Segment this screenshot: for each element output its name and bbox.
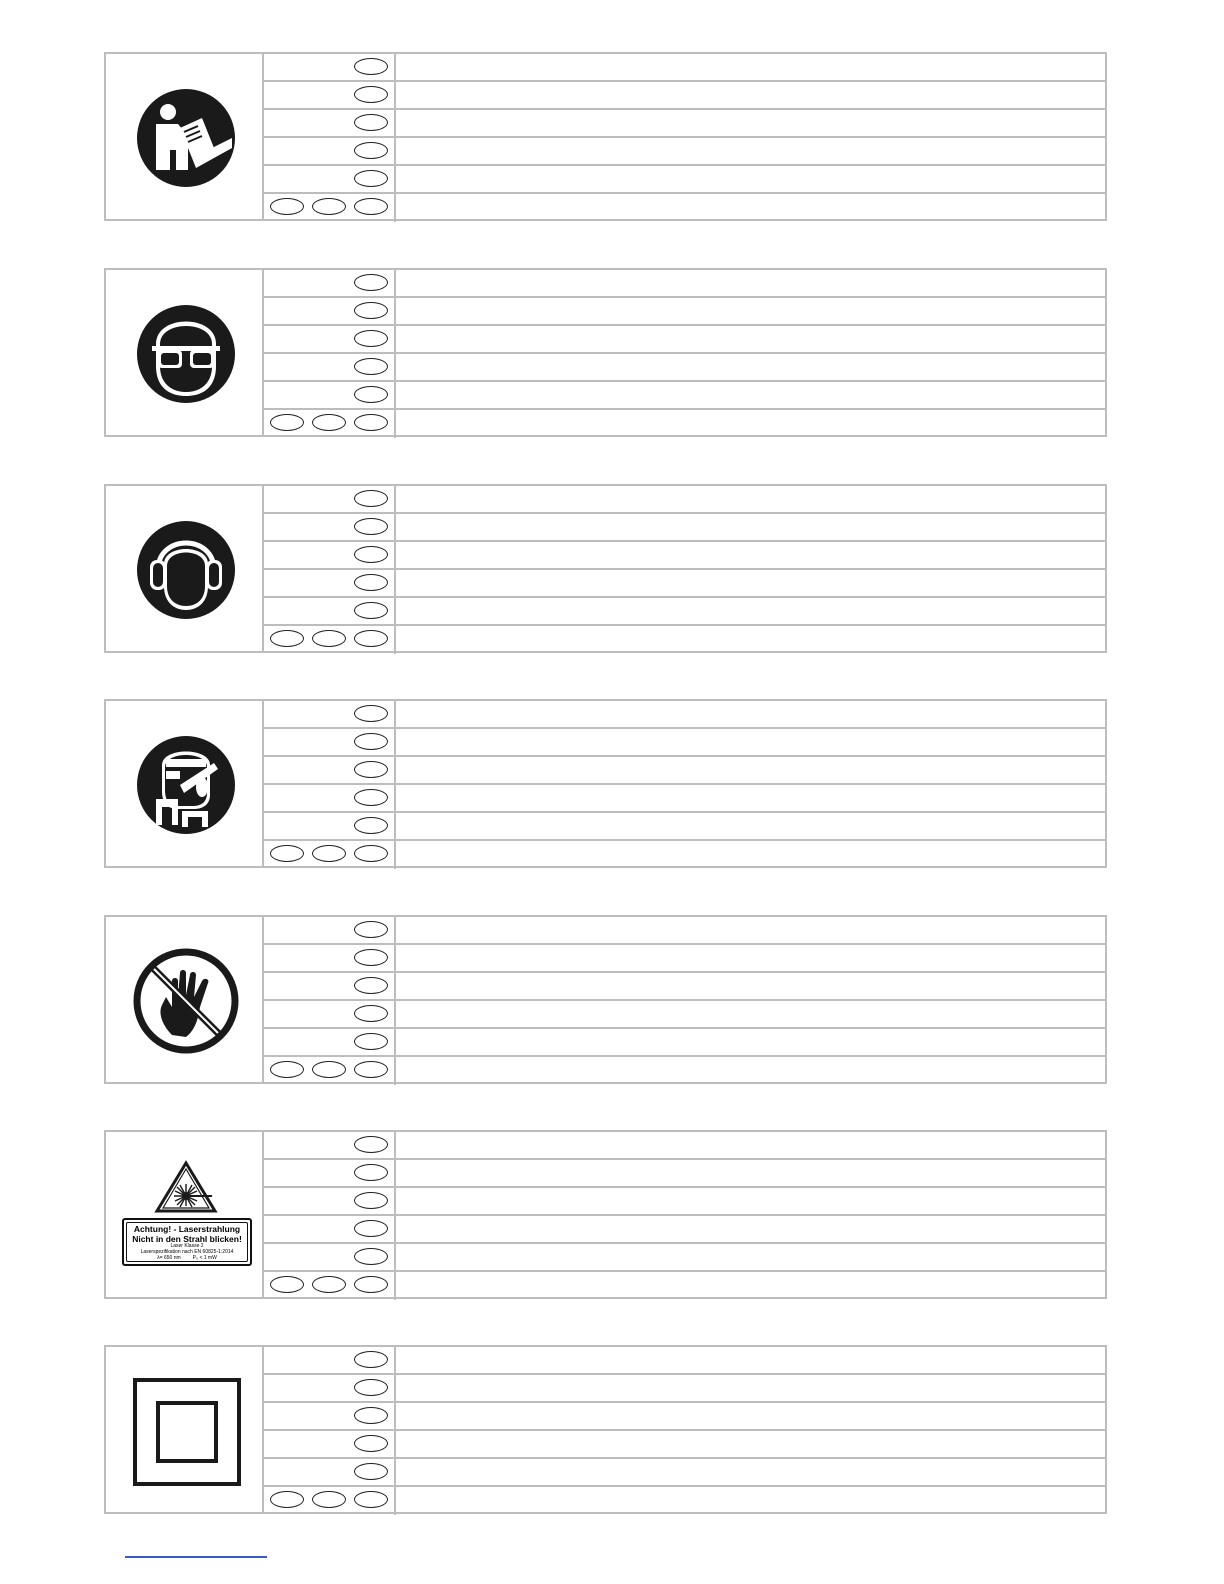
- language-code-oval: [354, 198, 388, 215]
- language-code-oval: [354, 977, 388, 994]
- language-codes: [264, 598, 396, 624]
- symbol-rows: [264, 701, 1105, 866]
- language-codes: [264, 354, 396, 380]
- laser-label-line1: Achtung! - Laserstrahlung: [133, 1224, 241, 1234]
- language-code-oval: [354, 114, 388, 131]
- eye-protection-icon: [136, 304, 236, 404]
- language-code-oval: [354, 1192, 388, 1209]
- symbol-block-dust-mask: [104, 699, 1107, 868]
- read-manual-icon: [136, 88, 236, 188]
- table-row: [264, 270, 1105, 298]
- symbol-rows: [264, 1347, 1105, 1512]
- table-row: [264, 1431, 1105, 1459]
- language-code-oval: [354, 817, 388, 834]
- language-codes: [264, 1244, 396, 1270]
- table-row: [264, 194, 1105, 222]
- language-code-oval: [354, 1435, 388, 1452]
- table-row: [264, 1216, 1105, 1244]
- language-code-oval: [354, 845, 388, 862]
- language-codes: [264, 1487, 396, 1515]
- symbol-block-ear-protection: [104, 484, 1107, 653]
- symbol-cell: [106, 1132, 264, 1297]
- language-code-oval: [312, 198, 346, 215]
- language-code-oval: [354, 518, 388, 535]
- table-row: [264, 1188, 1105, 1216]
- language-code-oval: [354, 274, 388, 291]
- language-code-oval: [354, 1220, 388, 1237]
- table-row: [264, 598, 1105, 626]
- table-row: [264, 514, 1105, 542]
- language-codes: [264, 54, 396, 80]
- laser-label-line3: Laser Klasse 2: [170, 1243, 204, 1249]
- language-code-oval: [312, 1491, 346, 1508]
- language-code-oval: [354, 1351, 388, 1368]
- symbol-cell: [106, 701, 264, 866]
- language-codes: [264, 973, 396, 999]
- symbol-rows: [264, 54, 1105, 219]
- laser-label-line4: Laserspezifikation nach EN 60825-1:2014: [140, 1249, 234, 1255]
- symbol-block-protection-class-ii: [104, 1345, 1107, 1514]
- table-row: [264, 138, 1105, 166]
- symbol-cell: [106, 486, 264, 651]
- table-row: [264, 1057, 1105, 1085]
- language-code-oval: [354, 1136, 388, 1153]
- laser-warning-label: [122, 1218, 252, 1266]
- language-code-oval: [354, 1248, 388, 1265]
- language-codes: [264, 1375, 396, 1401]
- language-codes: [264, 917, 396, 943]
- table-row: [264, 785, 1105, 813]
- table-row: [264, 1029, 1105, 1057]
- symbol-block-read-manual: [104, 52, 1107, 221]
- language-code-oval: [270, 845, 304, 862]
- language-code-oval: [354, 414, 388, 431]
- language-codes: [264, 326, 396, 352]
- language-code-oval: [354, 142, 388, 159]
- language-code-oval: [354, 1491, 388, 1508]
- language-code-oval: [354, 1379, 388, 1396]
- table-row: [264, 701, 1105, 729]
- language-code-oval: [354, 546, 388, 563]
- language-codes: [264, 166, 396, 192]
- table-row: [264, 542, 1105, 570]
- language-code-oval: [354, 1276, 388, 1293]
- language-code-oval: [354, 789, 388, 806]
- table-row: [264, 82, 1105, 110]
- table-row: [264, 166, 1105, 194]
- language-code-oval: [354, 949, 388, 966]
- table-row: [264, 1272, 1105, 1300]
- language-codes: [264, 1160, 396, 1186]
- language-code-oval: [312, 630, 346, 647]
- table-row: [264, 486, 1105, 514]
- language-codes: [264, 194, 396, 222]
- language-code-oval: [354, 761, 388, 778]
- laser-label-power: P₀ < 1 mW: [192, 1255, 217, 1261]
- language-codes: [264, 486, 396, 512]
- table-row: [264, 1160, 1105, 1188]
- language-code-oval: [270, 1061, 304, 1078]
- language-code-oval: [354, 358, 388, 375]
- language-codes: [264, 1001, 396, 1027]
- symbol-cell: [106, 54, 264, 219]
- language-code-oval: [354, 733, 388, 750]
- language-codes: [264, 82, 396, 108]
- symbol-block-no-touch: [104, 915, 1107, 1084]
- language-code-oval: [270, 630, 304, 647]
- language-codes: [264, 945, 396, 971]
- language-codes: [264, 410, 396, 438]
- laser-label-wavelength: λ= 650 nm: [157, 1255, 181, 1261]
- language-codes: [264, 1057, 396, 1085]
- language-codes: [264, 1431, 396, 1457]
- language-codes: [264, 514, 396, 540]
- laser-warning-label-inner: [126, 1222, 248, 1262]
- table-row: [264, 570, 1105, 598]
- laser-label-line2: Nicht in den Strahl blicken!: [132, 1233, 242, 1244]
- language-code-oval: [354, 1463, 388, 1480]
- table-row: [264, 382, 1105, 410]
- symbol-block-eye-protection: [104, 268, 1107, 437]
- ear-protection-icon: [136, 520, 236, 620]
- language-code-oval: [354, 1061, 388, 1078]
- table-row: [264, 54, 1105, 82]
- table-row: [264, 1347, 1105, 1375]
- language-code-oval: [270, 1276, 304, 1293]
- table-row: [264, 1459, 1105, 1487]
- table-row: [264, 1132, 1105, 1160]
- language-code-oval: [354, 386, 388, 403]
- table-row: [264, 298, 1105, 326]
- table-row: [264, 917, 1105, 945]
- footer-link-underline[interactable]: [125, 1556, 267, 1558]
- language-codes: [264, 785, 396, 811]
- table-row: [264, 813, 1105, 841]
- symbol-cell: [106, 270, 264, 435]
- language-code-oval: [354, 705, 388, 722]
- language-codes: [264, 570, 396, 596]
- table-row: [264, 326, 1105, 354]
- symbol-cell: [106, 1347, 264, 1512]
- symbol-rows: [264, 917, 1105, 1082]
- language-code-oval: [354, 574, 388, 591]
- language-codes: [264, 1132, 396, 1158]
- table-row: [264, 626, 1105, 654]
- language-codes: [264, 1347, 396, 1373]
- language-codes: [264, 841, 396, 869]
- language-code-oval: [354, 1005, 388, 1022]
- language-codes: [264, 110, 396, 136]
- table-row: [264, 973, 1105, 1001]
- language-codes: [264, 298, 396, 324]
- language-codes: [264, 1216, 396, 1242]
- language-codes: [264, 729, 396, 755]
- table-row: [264, 1403, 1105, 1431]
- laser-label-line5: [127, 1256, 247, 1261]
- language-codes: [264, 270, 396, 296]
- language-code-oval: [354, 630, 388, 647]
- language-code-oval: [312, 1276, 346, 1293]
- language-code-oval: [354, 86, 388, 103]
- language-code-oval: [354, 921, 388, 938]
- table-row: [264, 410, 1105, 438]
- language-codes: [264, 382, 396, 408]
- language-code-oval: [354, 1407, 388, 1424]
- language-codes: [264, 1403, 396, 1429]
- language-codes: [264, 626, 396, 654]
- table-row: [264, 729, 1105, 757]
- table-row: [264, 841, 1105, 869]
- language-codes: [264, 1459, 396, 1485]
- language-code-oval: [270, 1491, 304, 1508]
- table-row: [264, 354, 1105, 382]
- language-code-oval: [354, 602, 388, 619]
- table-row: [264, 1001, 1105, 1029]
- symbol-cell: [106, 917, 264, 1082]
- language-codes: [264, 701, 396, 727]
- symbol-rows: [264, 486, 1105, 651]
- table-row: [264, 945, 1105, 973]
- language-codes: [264, 1029, 396, 1055]
- table-row: [264, 1375, 1105, 1403]
- language-codes: [264, 138, 396, 164]
- language-code-oval: [312, 1061, 346, 1078]
- language-codes: [264, 1188, 396, 1214]
- language-code-oval: [354, 58, 388, 75]
- language-codes: [264, 757, 396, 783]
- table-row: [264, 1487, 1105, 1515]
- table-row: [264, 110, 1105, 138]
- language-codes: [264, 542, 396, 568]
- language-code-oval: [354, 490, 388, 507]
- laser-warning-icon: [154, 1160, 218, 1214]
- table-row: [264, 1244, 1105, 1272]
- symbol-rows: [264, 270, 1105, 435]
- language-code-oval: [270, 414, 304, 431]
- language-codes: [264, 1272, 396, 1300]
- language-code-oval: [312, 845, 346, 862]
- no-touch-icon: [132, 947, 240, 1055]
- language-code-oval: [270, 198, 304, 215]
- language-codes: [264, 813, 396, 839]
- protection-class-ii-icon: [132, 1377, 242, 1487]
- language-code-oval: [354, 1164, 388, 1181]
- language-code-oval: [354, 170, 388, 187]
- symbol-block-laser-warning: [104, 1130, 1107, 1299]
- language-code-oval: [312, 414, 346, 431]
- language-code-oval: [354, 1033, 388, 1050]
- language-code-oval: [354, 330, 388, 347]
- dust-mask-icon: [136, 735, 236, 835]
- table-row: [264, 757, 1105, 785]
- symbol-rows: [264, 1132, 1105, 1297]
- language-code-oval: [354, 302, 388, 319]
